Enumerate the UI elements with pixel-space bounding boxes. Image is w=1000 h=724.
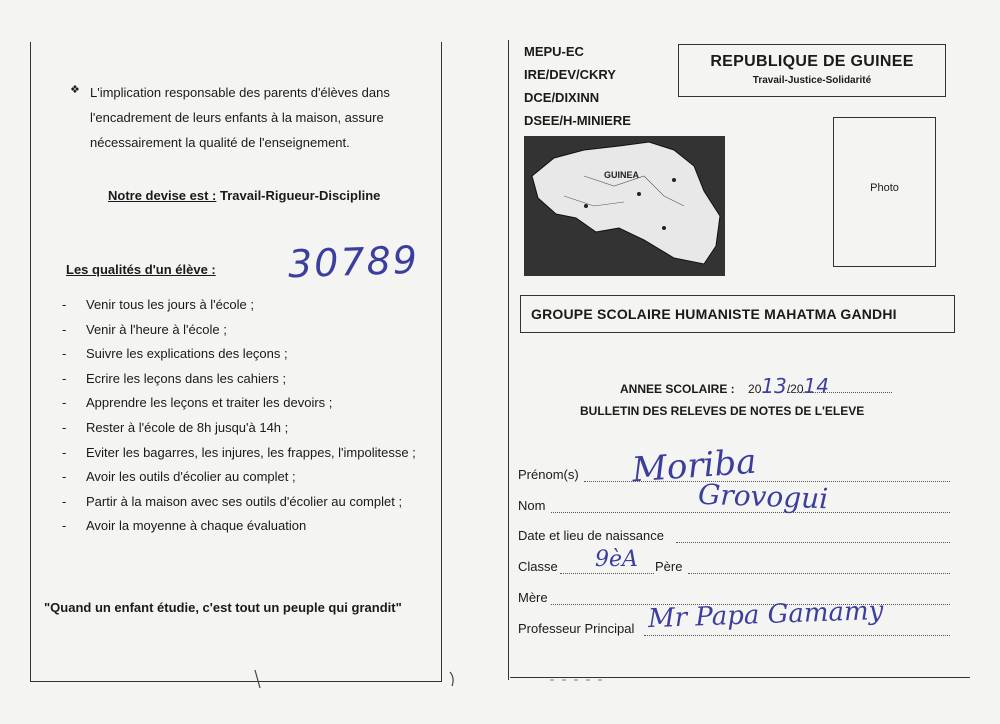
intro-bullet-icon: ❖ [70, 84, 80, 96]
classe-dots [560, 573, 654, 574]
admin-line: DCE/DIXINN [524, 90, 600, 105]
school-year-value: 2013/2014 [748, 374, 829, 398]
photo-label: Photo [870, 182, 899, 194]
prenom-value: Moriba [630, 441, 758, 491]
bulletin-title: BULLETIN DES RELEVES DE NOTES DE L'ELEVE [580, 404, 865, 418]
map-label: GUINEA [604, 170, 640, 180]
prenom-label: Prénom(s) [518, 467, 579, 482]
school-box [520, 295, 955, 333]
prof-value: Mr Papa Gamamy [647, 595, 884, 635]
admin-line: IRE/DEV/CKRY [524, 67, 616, 82]
intro-text: L'implication responsable des parents d'élèves dans l'encadrement de leurs enfants à la maison, assure nécessairement la qualité de l'enseignement. [90, 85, 390, 150]
admin-line: MEPU-EC [524, 44, 584, 59]
devise-value: Travail-Rigueur-Discipline [216, 188, 381, 203]
guinea-map [524, 136, 725, 276]
republic-title: REPUBLIQUE DE GUINEE [710, 53, 914, 70]
naissance-label: Date et lieu de naissance [518, 528, 664, 543]
devise-label: Notre devise est : [108, 188, 217, 203]
naissance-dots [676, 542, 950, 543]
classe-label: Classe [518, 559, 558, 574]
quote: "Quand un enfant étudie, c'est tout un peuple qui grandit" [44, 600, 402, 615]
center-fold-line [508, 40, 509, 680]
admin-line: DSEE/H-MINIERE [524, 113, 631, 128]
admin-header [524, 40, 631, 132]
classe-value: 9èA [595, 547, 638, 572]
devise [108, 188, 380, 203]
school-year [620, 374, 829, 398]
republic-box [678, 44, 946, 97]
school-name: GROUPE SCOLAIRE HUMANISTE MAHATMA GANDHI [531, 306, 897, 322]
nom-value: Grovogui [697, 477, 829, 516]
prof-label: Professeur Principal [518, 621, 635, 636]
pere-dots [688, 573, 950, 574]
handwritten-number: 30789 [287, 237, 420, 287]
mere-label: Mère [518, 590, 548, 605]
school-year-dots [788, 392, 892, 393]
prof-dots [644, 635, 950, 636]
right-bottom-border [510, 677, 970, 678]
qualities-title: Les qualités d'un élève : [66, 262, 216, 277]
pere-label: Père [655, 559, 683, 574]
photo-box [833, 117, 936, 267]
school-year-label: ANNEE SCOLAIRE : [620, 382, 735, 396]
stray-marks [200, 660, 620, 700]
republic-motto: Travail-Justice-Solidarité [752, 75, 872, 86]
guinea-map-icon [524, 136, 725, 276]
nom-label: Nom [518, 498, 546, 513]
